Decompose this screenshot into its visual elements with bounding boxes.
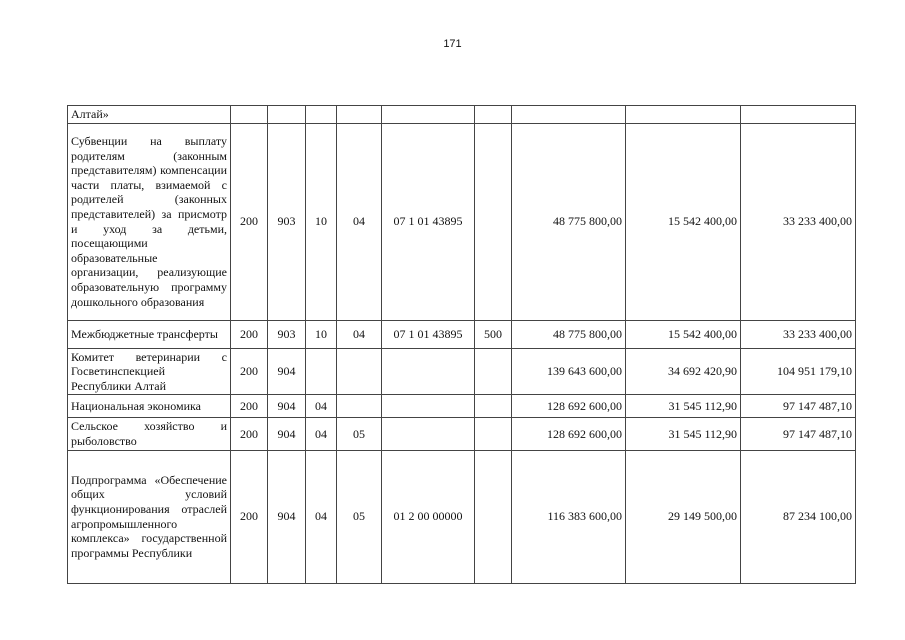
ministry-code: 904 — [268, 348, 306, 395]
budget-code: 200 — [231, 348, 268, 395]
amount-spent: 34 692 420,90 — [626, 348, 741, 395]
row-name: Межбюджетные трансферты — [68, 320, 231, 348]
section-code — [306, 106, 337, 124]
target-article-code — [382, 418, 475, 450]
subsection-code: 05 — [337, 450, 382, 583]
ministry-code: 903 — [268, 320, 306, 348]
ministry-code — [268, 106, 306, 124]
target-article-code — [382, 106, 475, 124]
table-row — [68, 106, 856, 124]
expense-type-code — [475, 123, 512, 320]
budget-table — [67, 105, 856, 584]
subsection-code — [337, 348, 382, 395]
row-name: Сельское хозяйство и рыболовство — [68, 418, 231, 450]
expense-type-code — [475, 395, 512, 418]
expense-type-code: 500 — [475, 320, 512, 348]
section-code: 10 — [306, 320, 337, 348]
amount-remaining: 97 147 487,10 — [741, 395, 856, 418]
amount-total: 128 692 600,00 — [512, 418, 626, 450]
budget-code: 200 — [231, 320, 268, 348]
subsection-code: 04 — [337, 320, 382, 348]
row-name: Национальная экономика — [68, 395, 231, 418]
budget-code: 200 — [231, 395, 268, 418]
amount-total: 128 692 600,00 — [512, 395, 626, 418]
table-row — [68, 395, 856, 418]
amount-spent: 31 545 112,90 — [626, 395, 741, 418]
section-code: 04 — [306, 418, 337, 450]
target-article-code — [382, 348, 475, 395]
section-code: 04 — [306, 395, 337, 418]
amount-spent: 15 542 400,00 — [626, 123, 741, 320]
amount-remaining: 87 234 100,00 — [741, 450, 856, 583]
expense-type-code — [475, 348, 512, 395]
section-code: 10 — [306, 123, 337, 320]
target-article-code: 07 1 01 43895 — [382, 320, 475, 348]
expense-type-code — [475, 106, 512, 124]
subsection-code: 04 — [337, 123, 382, 320]
subsection-code: 05 — [337, 418, 382, 450]
target-article-code — [382, 395, 475, 418]
budget-code — [231, 106, 268, 124]
amount-remaining — [741, 106, 856, 124]
amount-total: 116 383 600,00 — [512, 450, 626, 583]
amount-total — [512, 106, 626, 124]
row-name: Комитет ветеринарии с Госветинспекцией Республики Алтай — [68, 348, 231, 395]
amount-spent: 29 149 500,00 — [626, 450, 741, 583]
ministry-code: 903 — [268, 123, 306, 320]
amount-remaining: 104 951 179,10 — [741, 348, 856, 395]
page-number: 171 — [443, 38, 462, 50]
table-row — [68, 320, 856, 348]
budget-code: 200 — [231, 450, 268, 583]
subsection-code — [337, 106, 382, 124]
row-name: Подпрограмма «Обеспечение общих условий функционирования отраслей агропромышленного комплекса» государственной программы Республики — [68, 450, 231, 583]
amount-total: 139 643 600,00 — [512, 348, 626, 395]
amount-spent — [626, 106, 741, 124]
amount-remaining: 97 147 487,10 — [741, 418, 856, 450]
table-row — [68, 418, 856, 450]
amount-remaining: 33 233 400,00 — [741, 320, 856, 348]
expense-type-code — [475, 418, 512, 450]
budget-code: 200 — [231, 123, 268, 320]
expense-type-code — [475, 450, 512, 583]
table-row — [68, 348, 856, 395]
amount-remaining: 33 233 400,00 — [741, 123, 856, 320]
section-code: 04 — [306, 450, 337, 583]
target-article-code: 01 2 00 00000 — [382, 450, 475, 583]
target-article-code: 07 1 01 43895 — [382, 123, 475, 320]
ministry-code: 904 — [268, 450, 306, 583]
amount-total: 48 775 800,00 — [512, 123, 626, 320]
ministry-code: 904 — [268, 418, 306, 450]
ministry-code: 904 — [268, 395, 306, 418]
amount-spent: 31 545 112,90 — [626, 418, 741, 450]
subsection-code — [337, 395, 382, 418]
table-row — [68, 123, 856, 320]
row-name: Субвенции на выплату родителям (законным представителям) компенсации части платы, взимаемой с родителей (законных представителей) за присмотр и уход за детьми, посещающими образовательные организации, реализующие образовательную программу дошкольного образования — [68, 123, 231, 320]
section-code — [306, 348, 337, 395]
amount-total: 48 775 800,00 — [512, 320, 626, 348]
table-row — [68, 450, 856, 583]
row-name: Алтай» — [68, 106, 231, 124]
amount-spent: 15 542 400,00 — [626, 320, 741, 348]
budget-code: 200 — [231, 418, 268, 450]
